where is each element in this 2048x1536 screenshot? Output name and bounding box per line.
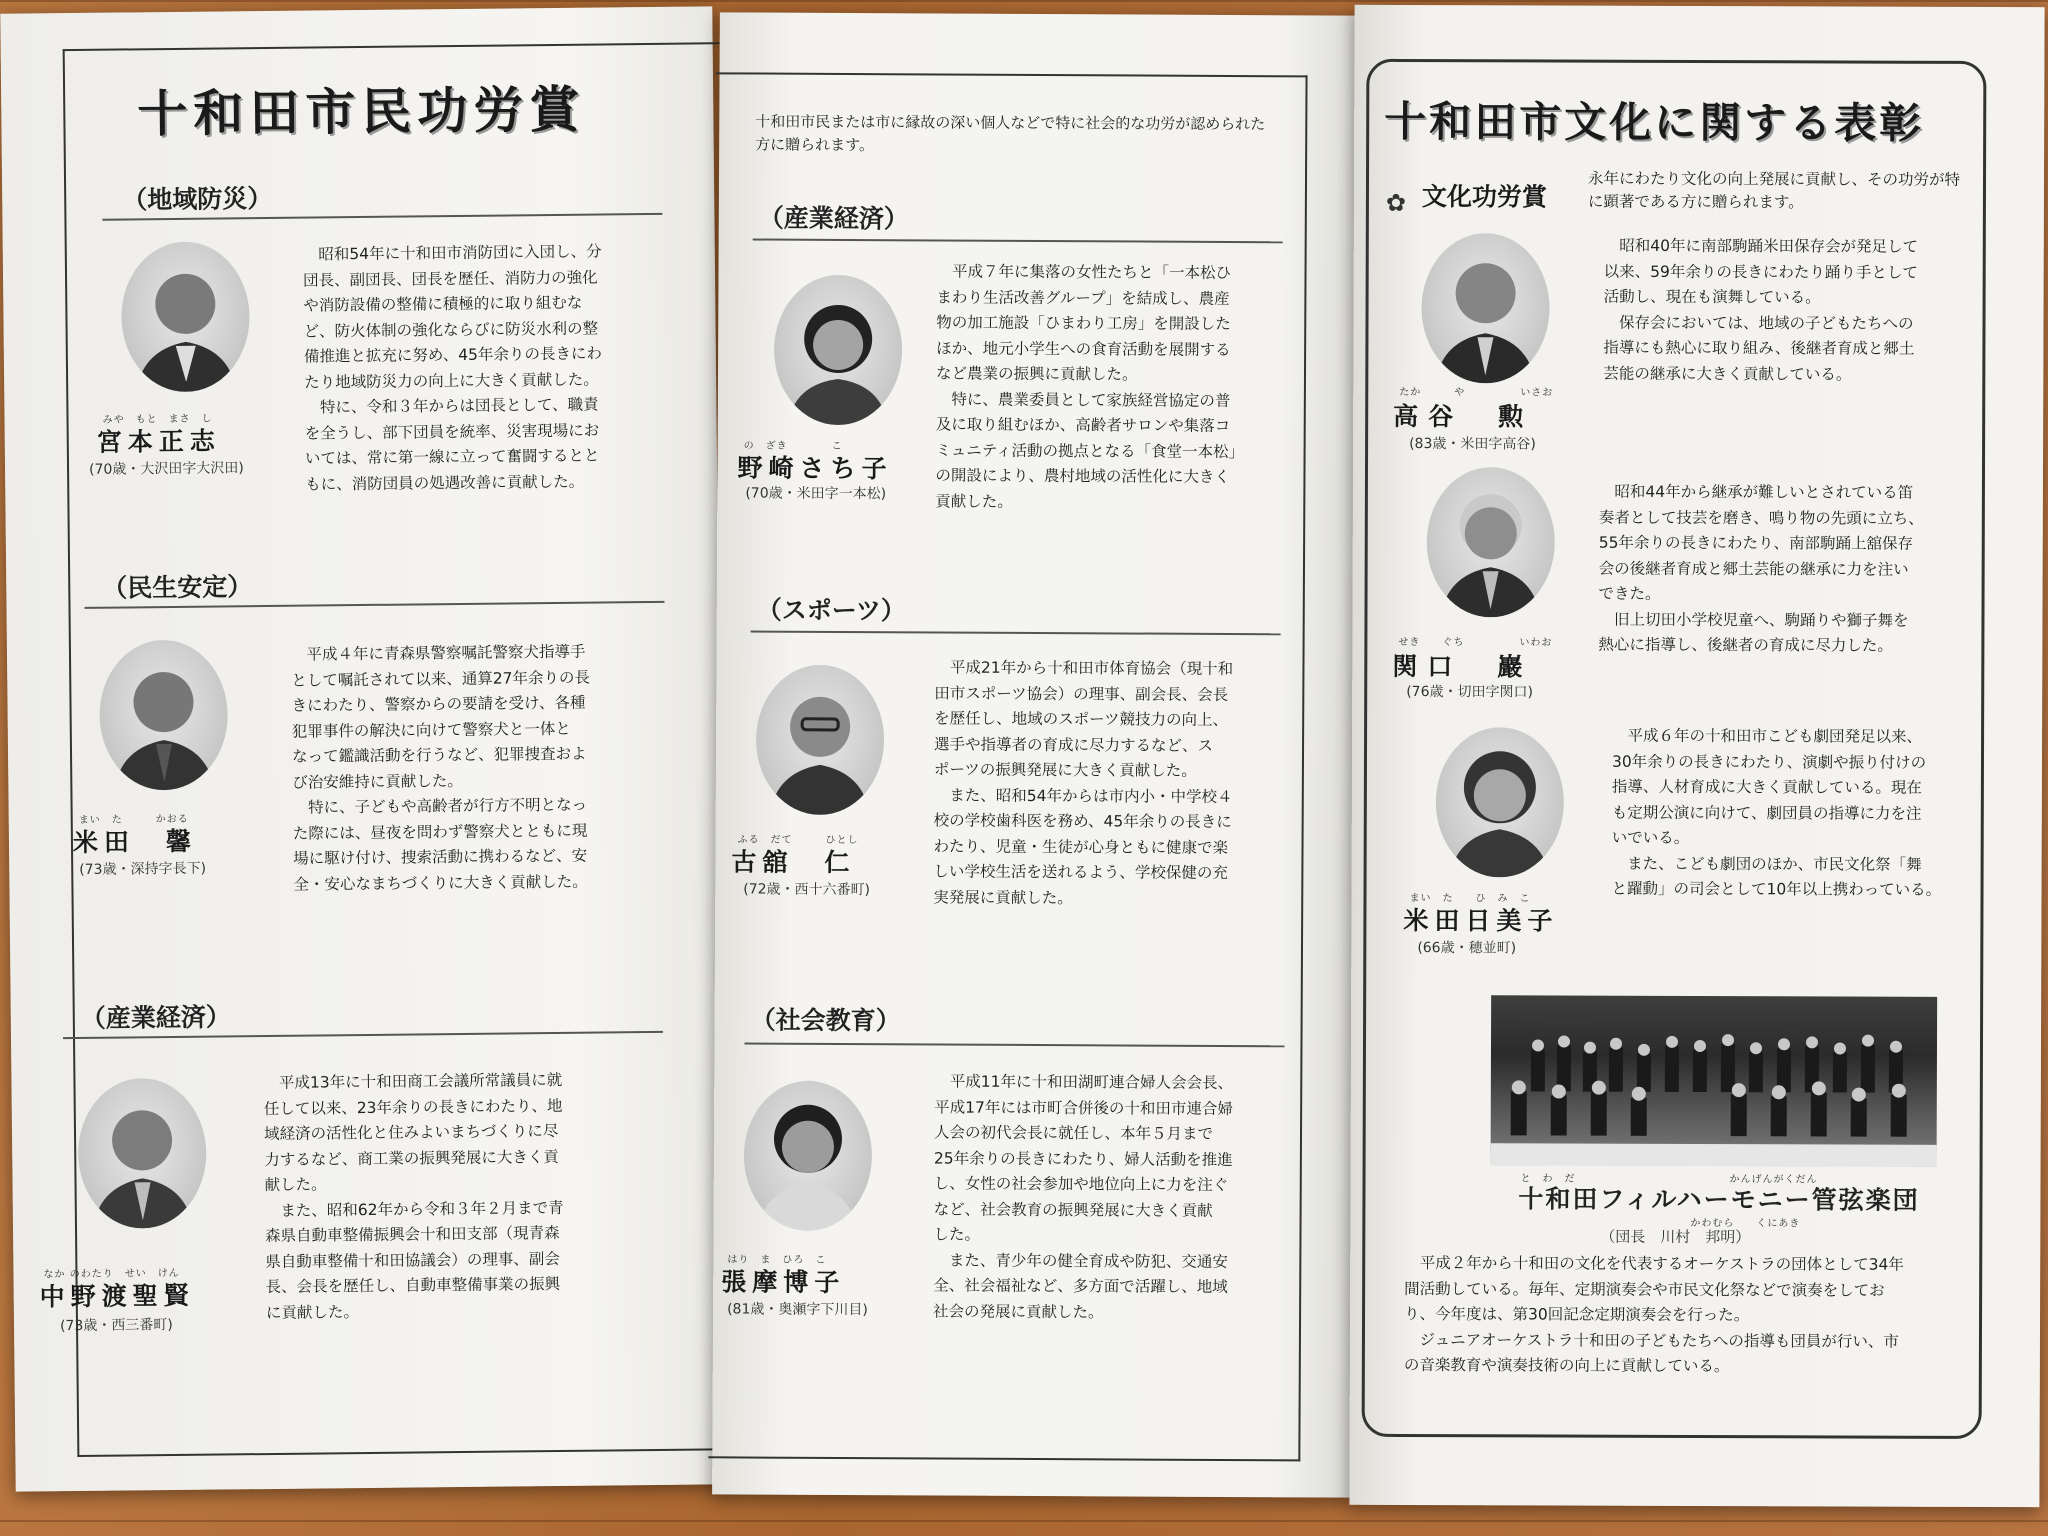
person-name: 高谷 勲 [1393, 401, 1534, 432]
brochure-panel-right [1349, 5, 2044, 1507]
person-detail: (83歳・米田字高谷) [1409, 435, 1536, 453]
person-name: 張摩博子 [721, 1267, 846, 1298]
floor-board-line [0, 1520, 2048, 1522]
orchestra-description: 平成２年から十和田の文化を代表するオーケストラの団体として34年 間活動している。毎年、定期演奏会や市民文化祭などで演奏をしてお り、今年度は、第30回記念定期演奏会を行った。 ジュニアオーケストラ十和田の子どもたちへの指導も団員が行い、市 の音楽教育や演奏技術の向上に貢献している。 [1403, 1253, 1904, 1376]
name-ruby: まい た ひ み こ [1409, 892, 1531, 905]
person-detail: (76歳・切田字関口) [1406, 683, 1533, 701]
person-detail: (70歳・米田字一本松) [745, 485, 887, 503]
bio-text: 昭和54年に十和田市消防団に入団し、分 団長、副団長、団長を歴任、消防力の強化 や消防設備の整備に積極的に取り組むな ど、防火体制の強化ならびに防災水利の整 備推進と拡充に努め、45年余りの長きにわ たり地域防災力の向上に大きく貢献した。 特に、令和３年からは団長として、職責 を全うし、部下団員を統率、災害現場にお いては、常に第一線に立って奮闘するとと もに、消防団員の処遇改善に貢献した。 [302, 242, 603, 494]
portrait-photo [756, 665, 885, 816]
org-name-ruby: と わ だ かんげんがくだん [1520, 1173, 1818, 1186]
brochure-panel-middle [712, 12, 1360, 1497]
category-heading: （社会教育） [750, 1005, 901, 1036]
category-heading: （地域防災） [122, 183, 273, 215]
portrait-photo [1421, 233, 1550, 383]
category-heading: （産業経済） [758, 203, 909, 234]
section-description: 永年にわたり文化の向上発展に貢献し、その功労が特に顕著である方に贈られます。 [1587, 169, 1961, 212]
section-subtitle: 文化功労賞 [1421, 182, 1548, 212]
bio-text: 昭和40年に南部駒踊米田保存会が発足して 以来、59年余りの長きにわたり踊り手として 活動し、現在も演舞している。 保存会においては、地域の子どもたちへの 指導にも熱心に取り組み、後継者育成と郷土 芸能の継承に大きく貢献している。 [1603, 236, 1919, 384]
page-title: 十和田市文化に関する表彰 [1384, 96, 1925, 148]
person-name: 関口 巖 [1392, 651, 1533, 682]
person-detail: (81歳・奥瀬字下川目) [727, 1301, 868, 1319]
name-ruby: はり ま ひろ こ [727, 1254, 827, 1266]
category-heading: （産業経済） [80, 1002, 231, 1033]
person-name: 宮本正志 [96, 426, 221, 457]
person-detail: (70歳・大沢田字大沢田) [88, 460, 244, 478]
floor-board-line [0, 0, 2048, 2]
award-intro: 十和田市民または市に縁故の深い個人などで特に社会的な功労が認められた方に贈られます。 [755, 112, 1266, 155]
page-title: 十和田市民功労賞 [137, 79, 586, 144]
person-name: 米田 馨 [72, 826, 198, 858]
bio-text: 平成４年に青森県警察嘱託警察犬指導手 として嘱託されて以来、通算27年余りの長 きにわたり、警察からの要請を受け、各種 犯罪事件の解決に向けて警察犬と一体と なって鑑識活動を行うなど、犯罪捜査およ び治安維持に貢献した。 特に、子どもや高齢者が行方不明となっ た際には、昼夜を問わず警察犬とともに現 場に駆け付け、捜索活動に携わるなど、安 全・安心なまちづくりに大きく貢献した。 [290, 642, 591, 894]
name-ruby: ふる だて ひとし [737, 834, 859, 847]
person-detail: (72歳・西十六番町) [743, 881, 871, 899]
portrait-photo [774, 275, 903, 426]
leader-ruby: かわむら くにあき [1690, 1217, 1801, 1230]
category-heading: （民生安定） [102, 572, 253, 603]
name-ruby: まい た かおる [78, 813, 189, 826]
name-ruby: の ざき こ [743, 440, 843, 452]
person-name: 古舘 仁 [731, 847, 856, 878]
flower-icon: ✿ [1385, 188, 1407, 217]
person-detail: (73歳・西三番町) [59, 1317, 173, 1335]
person-name: 野崎さち子 [737, 453, 893, 484]
brochure-panel-left [0, 6, 727, 1491]
portrait-photo [121, 241, 251, 392]
person-detail: (66歳・穂並町) [1417, 940, 1517, 957]
bio-text: 平成13年に十和田商工会議所常議員に就 任して以来、23年余りの長きにわたり、地 域経済の活性化と住みよいまちづくりに尽 力するなど、商工業の振興発展に大きく貢 献した。 また、昭和62年から令和３年２月まで青 森県自動車整備振興会十和田支部（現青森 県自動車整備十和田協議会）の理事、副会 長、会長を歴任し、自動車整備事業の振興 に貢献した。 [263, 1070, 564, 1322]
person-detail: (73歳・深持字長下) [79, 860, 207, 878]
bio-text: 平成７年に集落の女性たちと「一本松ひ まわり生活改善グループ」を結成し、農産 物の加工施設「ひまわり工房」を開設した ほか、地元小学生への食育活動を展開する など農業の振興に貢献した。 特に、農業委員として家族経営協定の普 及に取り組むほか、高齢者サロンや集落コ ミュニティ活動の拠点となる「食堂一本松」 の開設により、農村地域の活性化に大きく 貢献した。 [935, 262, 1245, 511]
bio-text: 平成６年の十和田市こども劇団発足以来、 30年余りの長きにわたり、演劇や振り付けの 指導、人材育成に大きく貢献している。現在 も定期公演に向けて、劇団員の指導に力を注 いでいる。 また、こども劇団のほか、市民文化祭「舞 と躍動」の司会として10年以上携わっている。 [1611, 726, 1942, 899]
orchestra-photo [1491, 995, 1938, 1167]
orchestra-leader: （団長 川村 邦明） [1600, 1227, 1751, 1247]
name-ruby: みや もと まさ し [102, 413, 213, 426]
name-ruby: たか や いさお [1399, 386, 1554, 399]
category-heading: （スポーツ） [756, 595, 906, 626]
bio-text: 平成11年に十和田湖町連合婦人会会長、 平成17年には市町合併後の十和田市連合婦 人会の初代会長に就任し、本年５月まで 25年余りの長きにわたり、婦人活動を推進 し、女性の社会参加や地位向上に力を注ぐ など、社会教育の振興発展に大きく貢献 した。 また、青少年の健全育成や防犯、交通安 全、社会福祉など、多方面で活躍し、地域 社会の発展に貢献した。 [933, 1072, 1234, 1321]
portrait-photo [1436, 727, 1565, 877]
portrait-photo [77, 1078, 207, 1229]
person-name: 中野渡聖賢 [39, 1280, 195, 1312]
person-name: 米田日美子 [1403, 905, 1559, 936]
bio-text: 昭和44年から継承が難しいとされている笛 奏者として技芸を磨き、鳴り物の先頭に立ち、 55年余りの長きにわたり、南部駒踊上舘保存 会の後継者育成と郷土芸能の継承に力を注い できた。 旧上切田小学校児童へ、駒踊りや獅子舞を 熱心に指導し、後継者の育成に尽力した。 [1598, 482, 1924, 655]
name-ruby: なか のわたり せい けん [43, 1267, 180, 1281]
portrait-photo [1426, 467, 1555, 617]
name-ruby: せき ぐち いわお [1398, 636, 1553, 649]
bio-text: 平成21年から十和田市体育協会（現十和 田市スポーツ協会）の理事、副会長、会長 を歴任し、地域のスポーツ競技力の向上、 選手や指導者の育成に尽力するなど、ス ポーツの振興発展に大きく貢献した。 また、昭和54年からは市内小・中学校４ 校の学校歯科医を務め、45年余りの長きに わたり、児童・生徒が心身ともに健康で楽 しい学校生活を送れるよう、学校保健の充 実発展に貢献した。 [933, 658, 1234, 907]
portrait-photo [744, 1080, 873, 1231]
portrait-photo [99, 639, 229, 790]
orchestra-name: 十和田フィルハーモニー管弦楽団 [1518, 1184, 1920, 1215]
